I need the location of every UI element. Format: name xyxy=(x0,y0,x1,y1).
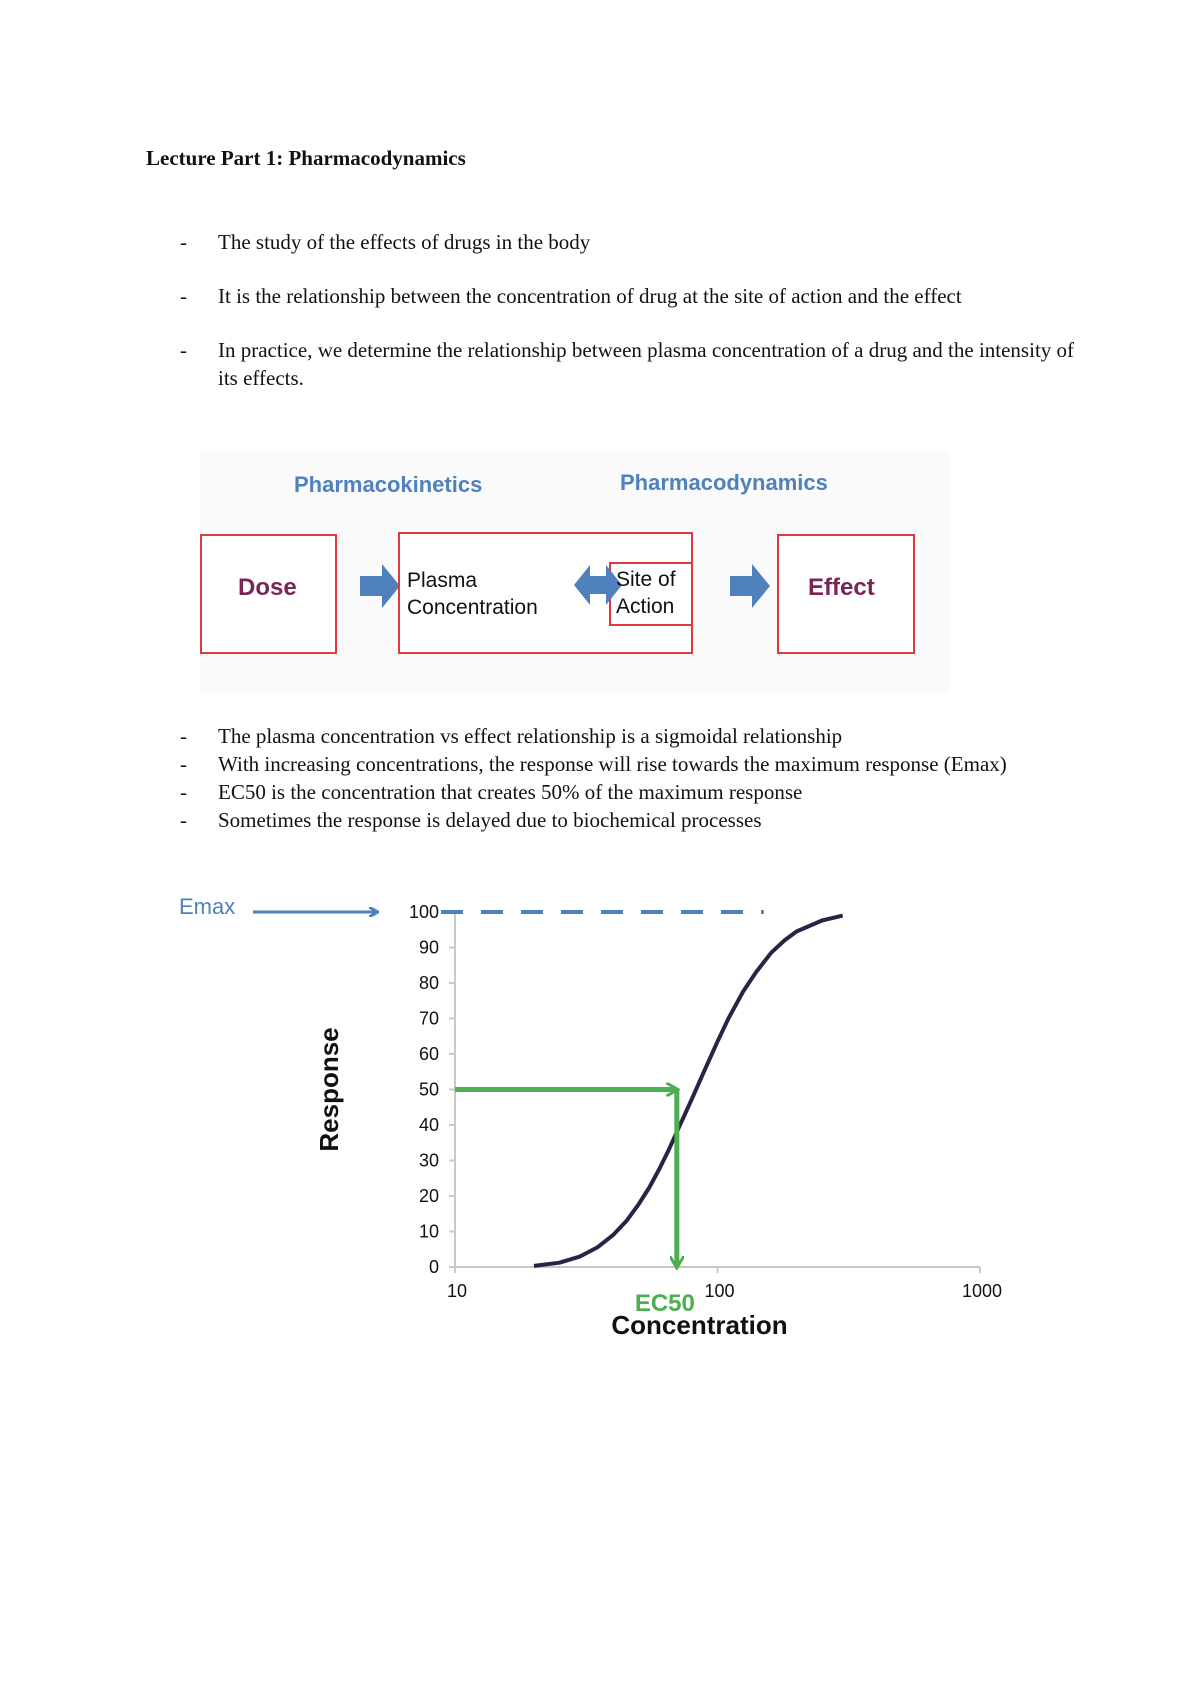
site-of-action-label xyxy=(616,566,676,620)
x-tick-label: 10 xyxy=(446,1281,468,1301)
y-tick-label: 100 xyxy=(408,902,439,922)
bullet-dash: - xyxy=(180,284,187,308)
x-tick-label: 100 xyxy=(704,1281,735,1301)
pharmacodynamics-label: Pharmacodynamics xyxy=(620,470,828,495)
list-item-text: Sometimes the response is delayed due to biochemical processes xyxy=(218,808,762,832)
list-item-text: The study of the effects of drugs in the body xyxy=(218,230,591,254)
y-tick-label: 80 xyxy=(418,973,439,993)
bullet-dash: - xyxy=(180,338,187,362)
list-item-text: With increasing concentrations, the response will rise towards the maximum response (Emax) xyxy=(218,752,1007,776)
y-tick-label: 30 xyxy=(418,1150,439,1171)
list-item-text: It is the relationship between the concentration of drug at the site of action and the effect xyxy=(218,284,962,308)
site-label-line2: Action xyxy=(616,595,675,618)
emax-label: Emax xyxy=(179,894,236,919)
bullet-dash: - xyxy=(180,724,187,748)
list-item-text: The plasma concentration vs effect relationship is a sigmoidal relationship xyxy=(218,724,843,748)
y-tick-label: 20 xyxy=(418,1186,439,1206)
y-tick-label: 0 xyxy=(428,1257,439,1277)
y-axis-label: Response xyxy=(314,1027,344,1152)
y-tick-label: 70 xyxy=(418,1008,439,1029)
list-item xyxy=(180,750,1080,778)
double-arrow-icon xyxy=(574,565,622,605)
plasma-label-line2: Concentration xyxy=(407,596,538,619)
list-item-text: In practice, we determine the relationship between plasma concentration of a drug and the intensity of its effects. xyxy=(218,338,1075,390)
effect-label: Effect xyxy=(808,574,875,601)
list-item-text: EC50 is the concentration that creates 50% of the maximum response xyxy=(218,780,803,804)
x-axis-label: Concentration xyxy=(611,1310,788,1340)
list-item xyxy=(180,228,1080,256)
chart-svg xyxy=(165,880,1035,1350)
list-item xyxy=(180,282,1080,310)
site-label-line1: Site of xyxy=(616,568,676,591)
y-tick-label: 40 xyxy=(418,1115,439,1135)
list-item xyxy=(180,778,1080,806)
y-tick-label: 50 xyxy=(418,1079,439,1100)
pharmacokinetics-label: Pharmacokinetics xyxy=(294,472,483,497)
ec50-label: EC50 xyxy=(634,1290,695,1317)
y-tick-label: 10 xyxy=(418,1221,439,1242)
bullet-dash: - xyxy=(180,230,187,254)
bullet-dash: - xyxy=(180,808,187,832)
y-tick-label: 90 xyxy=(418,937,439,958)
y-tick-label: 60 xyxy=(418,1044,439,1064)
list-item xyxy=(180,806,1080,834)
list-item xyxy=(180,722,1080,750)
list-item xyxy=(180,336,1080,392)
page-title: Lecture Part 1: Pharmacodynamics xyxy=(146,146,466,170)
dose-response-chart xyxy=(165,880,1035,1350)
bullet-dash: - xyxy=(180,752,187,776)
plasma-label-line1: Plasma xyxy=(407,569,478,592)
bullet-list-intro xyxy=(180,228,1080,392)
bullet-list-sigmoid xyxy=(180,722,1080,834)
dose-label: Dose xyxy=(238,574,297,601)
bullet-dash: - xyxy=(180,780,187,804)
x-tick-label: 1000 xyxy=(961,1281,1003,1301)
pk-pd-diagram xyxy=(200,452,950,692)
